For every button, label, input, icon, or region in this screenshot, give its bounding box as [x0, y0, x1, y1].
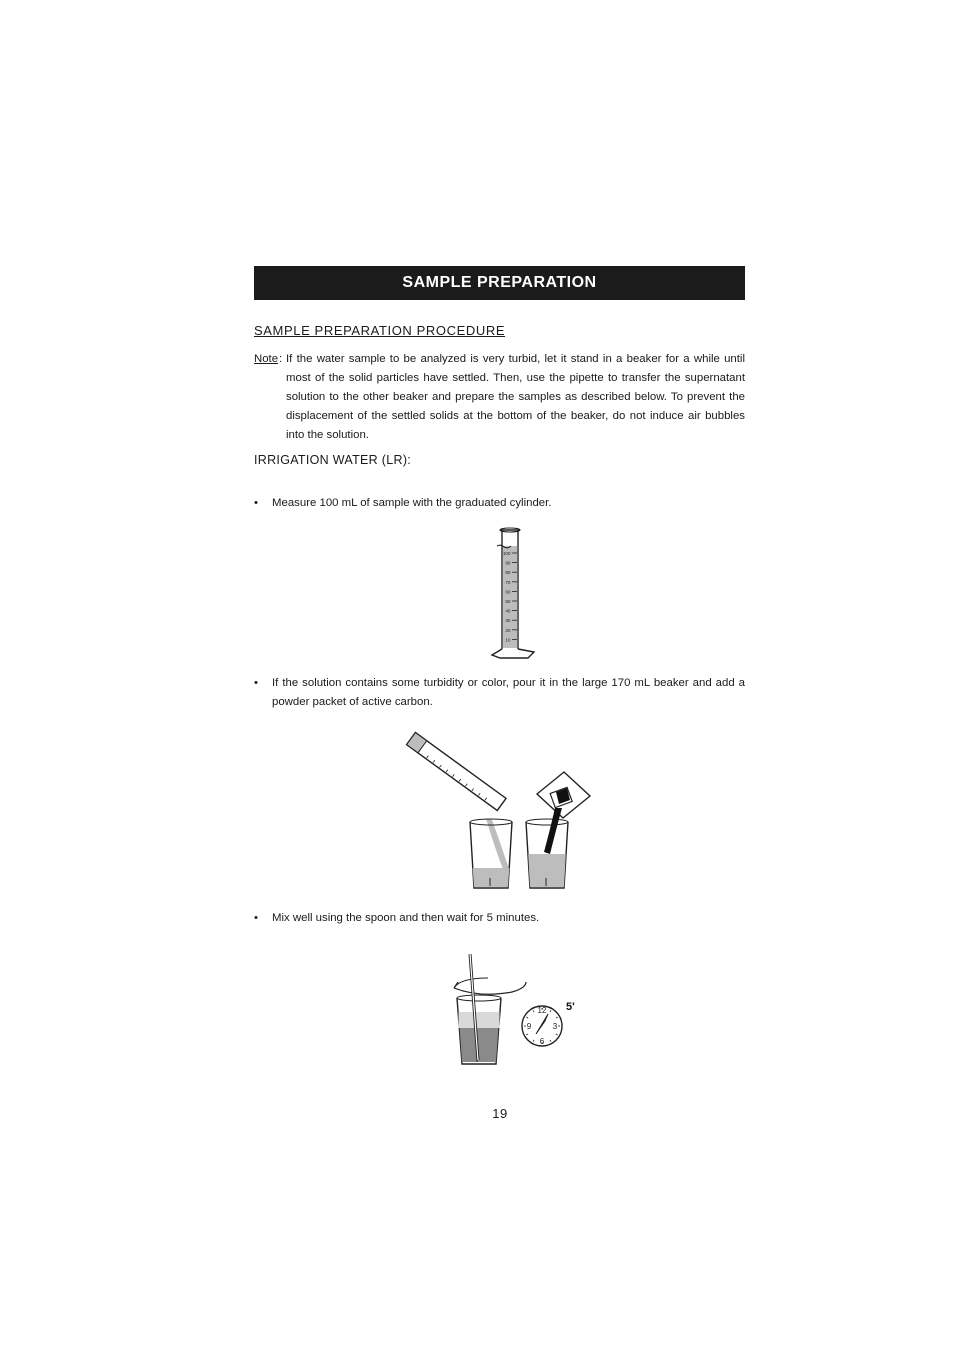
- powder-packet: [537, 772, 590, 818]
- tilted-cylinder: [407, 733, 506, 811]
- graduated-cylinder-illustration: [486, 524, 546, 664]
- timer-label-6: 6: [539, 1037, 545, 1046]
- timer-label-9: 9: [526, 1022, 532, 1031]
- graduation-label: 40: [505, 608, 511, 614]
- note-label: Note: [254, 353, 279, 365]
- section-banner: [254, 266, 745, 300]
- note-paragraph: [254, 350, 745, 445]
- graduation-label: 60: [505, 589, 511, 595]
- bullet-dot: •: [254, 912, 258, 924]
- graduation-label: 70: [505, 579, 511, 585]
- graduation-label: 50: [505, 599, 511, 604]
- irrigation-heading: IRRIGATION WATER (LR):: [254, 453, 412, 467]
- bullet-dot: •: [254, 677, 258, 689]
- note-colon: :: [279, 353, 283, 365]
- graduation-label: 30: [505, 618, 511, 624]
- procedure-heading: SAMPLE PREPARATION PROCEDURE: [254, 323, 506, 338]
- graduation-label: 80: [505, 570, 511, 576]
- graduation-label: 20: [505, 627, 511, 633]
- timer-duration: 5': [566, 1001, 575, 1013]
- timer-label-12: 12: [537, 1006, 547, 1015]
- timer-icon: [522, 1006, 562, 1046]
- step-text: Mix well using the spoon and then wait for 5 minutes.: [272, 912, 540, 924]
- page-number: 19: [492, 1106, 508, 1121]
- graduation-label: 10: [505, 637, 511, 643]
- step-measure: [254, 494, 745, 513]
- step-carbon: [254, 674, 745, 712]
- note-text: If the water sample to be analyzed is very turbid, let it stand in a beaker for a while until most of the solid particles have settled. Then, use the pipette to transfer the supernatant solution to the other beaker and prepare the samples as described below. To prevent the displacement of the settled solids at the bottom of the beaker, do not induce air bubbles into the solution.: [286, 353, 745, 441]
- pour-and-carbon-illustration: [400, 730, 600, 895]
- timer-label-3: 3: [552, 1022, 558, 1031]
- step-text: If the solution contains some turbidity or color, pour it in the large 170 mL beaker and add a powder packet of active carbon.: [272, 677, 745, 708]
- page-title: SAMPLE PREPARATION: [402, 274, 597, 291]
- graduation-label: 100: [502, 551, 511, 556]
- step-text: Measure 100 mL of sample with the graduated cylinder.: [272, 497, 552, 509]
- stir-and-timer-illustration: [440, 950, 590, 1070]
- step-mix: [254, 909, 745, 928]
- bullet-dot: •: [254, 497, 258, 509]
- graduation-label: 90: [505, 560, 511, 566]
